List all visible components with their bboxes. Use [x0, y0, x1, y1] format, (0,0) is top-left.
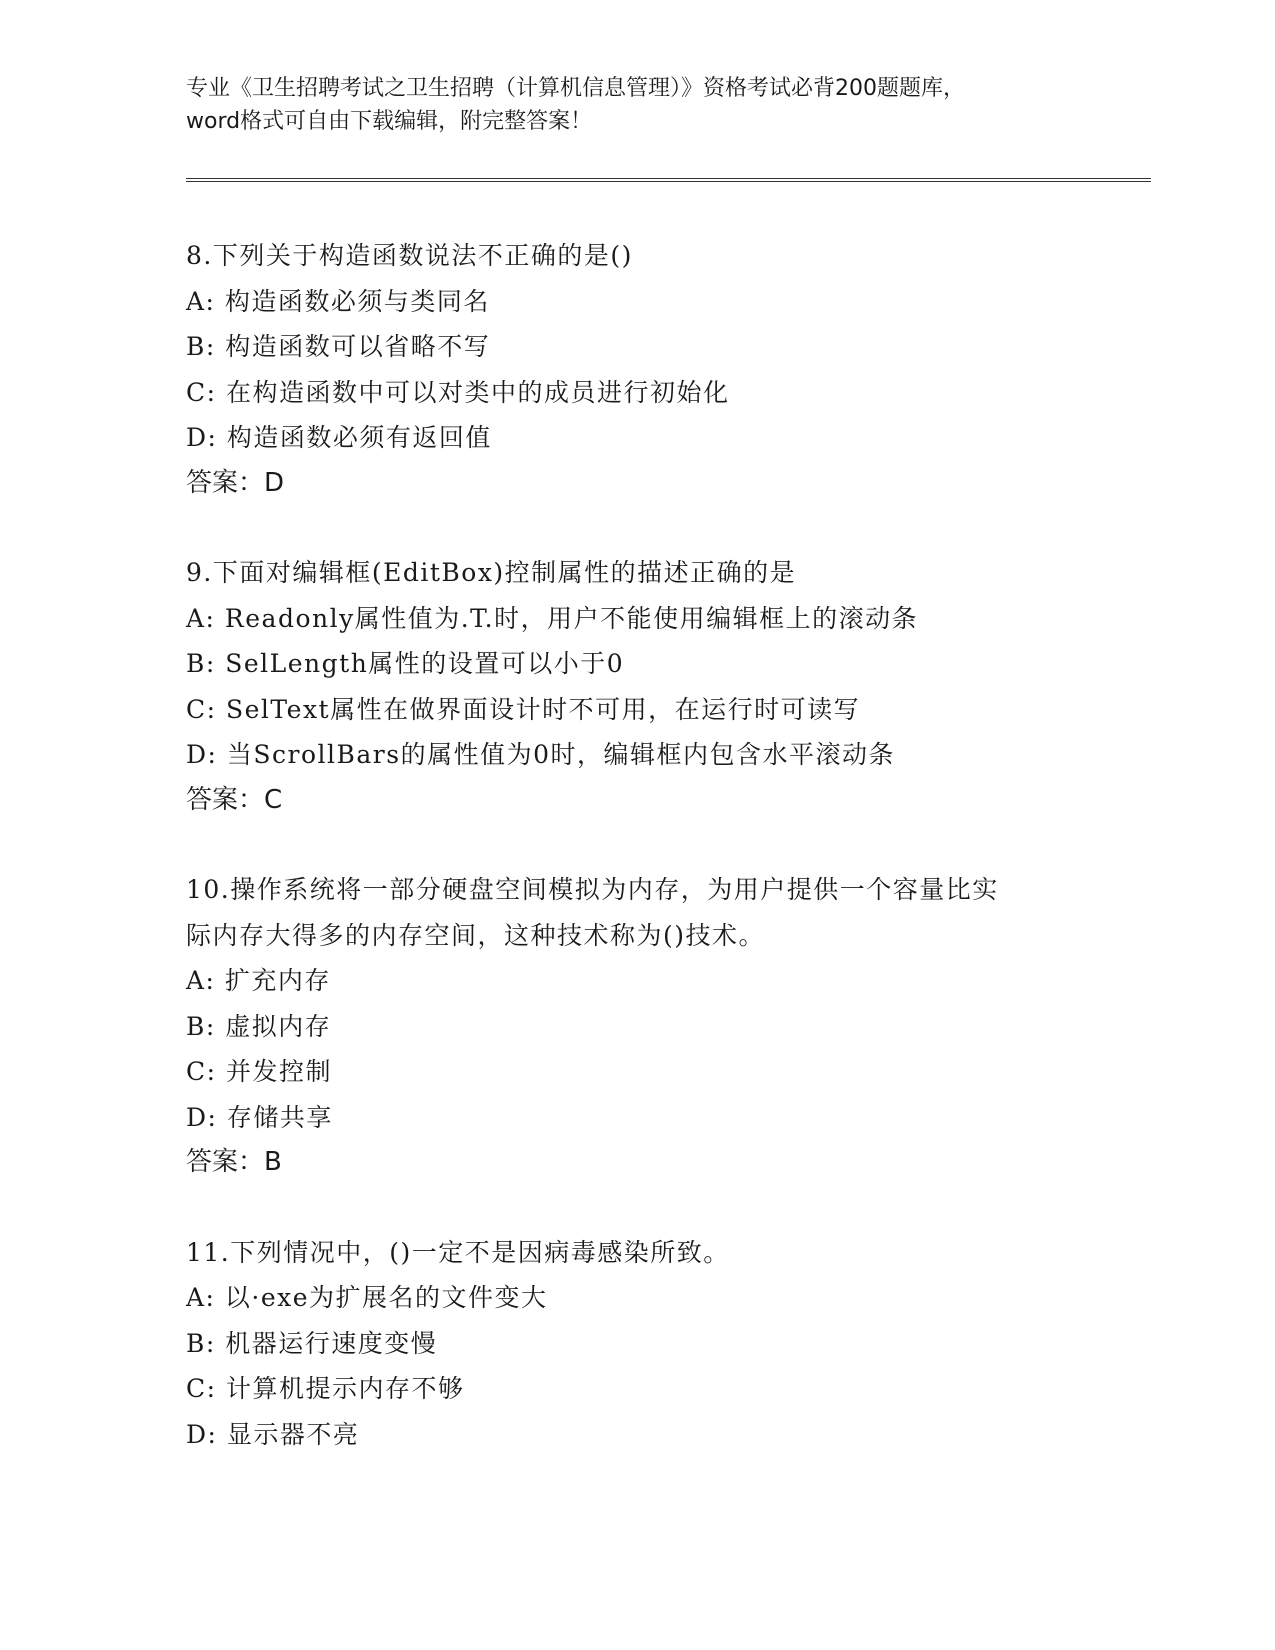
option-b: B: 机器运行速度变慢	[186, 1328, 438, 1358]
header-divider	[186, 178, 1151, 182]
option-a: A: 扩充内存	[186, 966, 331, 995]
question-text: 8.下列关于构造函数说法不正确的是()	[186, 241, 633, 270]
option-c: C: 计算机提示内存不够	[186, 1374, 465, 1403]
question-text: 11.下列情况中，()一定不是因病毒感染所致。	[186, 1237, 730, 1267]
answer-text: 答案：B	[186, 1147, 282, 1177]
option-d: D: 存储共享	[186, 1102, 333, 1132]
question-text-continued: 际内存大得多的内存空间，这种技术称为()技术。	[186, 920, 766, 950]
option-a: A: 构造函数必须与类同名	[186, 286, 490, 316]
question-9	[186, 550, 1086, 823]
option-b: B: SelLength属性的设置可以小于0	[186, 649, 625, 678]
answer-text: 答案：C	[186, 784, 283, 815]
option-d: D: 当ScrollBars的属性值为0时，编辑框内包含水平滚动条	[186, 740, 895, 769]
answer-text: 答案：D	[186, 467, 285, 498]
question-8	[186, 233, 1086, 506]
option-b: B: 构造函数可以省略不写	[186, 332, 491, 361]
question-text: 9.下面对编辑框(EditBox)控制属性的描述正确的是	[186, 558, 797, 587]
option-c: C: 并发控制	[186, 1057, 332, 1086]
question-10	[186, 867, 1086, 1186]
option-a: A: Readonly属性值为.T.时，用户不能使用编辑框上的滚动条	[186, 603, 919, 633]
option-c: C: 在构造函数中可以对类中的成员进行初始化	[186, 377, 730, 407]
question-11	[186, 1230, 1086, 1458]
header-line-2: word格式可自由下载编辑，附完整答案！	[186, 109, 593, 134]
option-b: B: 虚拟内存	[186, 1011, 332, 1041]
option-a: A: 以·exe为扩展名的文件变大	[186, 1283, 548, 1312]
option-d: D: 构造函数必须有返回值	[186, 423, 492, 452]
option-d: D: 显示器不亮	[186, 1419, 360, 1449]
question-text: 10.操作系统将一部分硬盘空间模拟为内存，为用户提供一个容量比实	[186, 875, 999, 904]
option-c: C: SelText属性在做界面设计时不可用，在运行时可读写	[186, 694, 861, 724]
document-header	[186, 72, 1086, 138]
question-list	[186, 233, 1086, 1501]
header-line-1: 专业《卫生招聘考试之卫生招聘（计算机信息管理）》资格考试必背200题题库，	[186, 76, 965, 101]
